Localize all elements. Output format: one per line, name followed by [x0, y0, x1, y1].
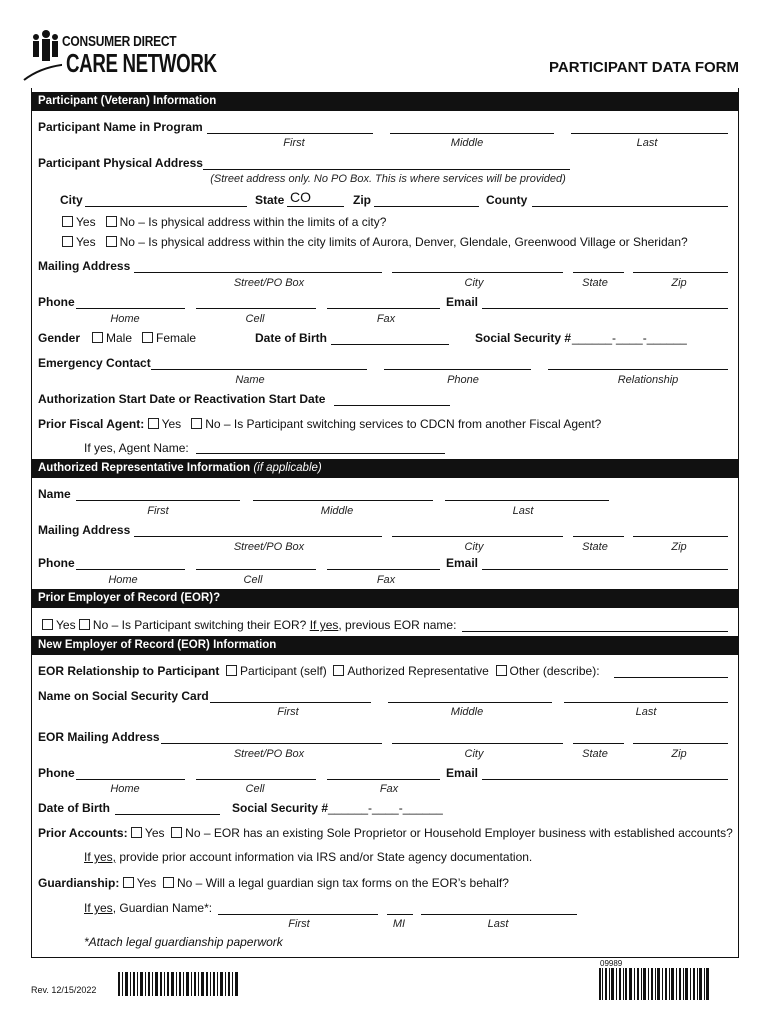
prev-eor-name-field[interactable] [462, 631, 728, 632]
prior-eor-row: Yes No – Is Participant switching their EOR? If yes, previous EOR name: [42, 618, 456, 632]
attach-note: *Attach legal guardianship paperwork [84, 935, 283, 949]
emergency-contact-label: Emergency Contact [38, 356, 151, 370]
city-label: City [60, 193, 83, 207]
sub-last: Last [487, 918, 509, 930]
logo-line2: CARE NETWORK [66, 48, 217, 78]
yes-checkbox[interactable] [62, 236, 73, 247]
ssn-label: Social Security # [475, 331, 572, 345]
sub-first: First [288, 918, 310, 930]
sub-state: State [582, 748, 608, 760]
guardian-last-field[interactable] [421, 914, 577, 915]
participant-last-field[interactable] [571, 133, 728, 134]
prior-fa-row: Prior Fiscal Agent: Yes No – Is Participant switching services to CDCN from another Fiscal Agent? [38, 417, 602, 431]
sub-city: City [464, 748, 484, 760]
no-checkbox[interactable] [106, 216, 117, 227]
no-checkbox[interactable] [163, 877, 174, 888]
sub-cell: Cell [245, 313, 265, 325]
male-checkbox[interactable] [92, 332, 103, 343]
eor-street-field[interactable] [161, 743, 382, 744]
gender-options: Male Female [92, 331, 196, 345]
eor-middle-field[interactable] [388, 702, 552, 703]
eor-phone-label: Phone [38, 766, 75, 780]
sub-cell: Cell [245, 783, 265, 795]
sub-street: Street/PO Box [233, 277, 305, 289]
sub-phone: Phone [447, 374, 479, 386]
rep-last-field[interactable] [445, 500, 609, 501]
sub-first: First [283, 137, 305, 149]
phys-addr-label: Participant Physical Address [38, 156, 203, 170]
sub-first: First [147, 505, 169, 517]
eor-state-field[interactable] [573, 743, 624, 744]
rep-mailing-label: Mailing Address [38, 523, 131, 537]
dob-label: Date of Birth [255, 331, 327, 345]
eor-home-phone-field[interactable] [76, 779, 185, 780]
sub-last: Last [635, 706, 657, 718]
eor-dob-field[interactable] [115, 814, 220, 815]
county-label: County [486, 193, 528, 207]
section-participant-header: Participant (Veteran) Information [31, 92, 739, 111]
eor-cell-phone-field[interactable] [196, 779, 316, 780]
participant-name-label: Participant Name in Program [38, 120, 203, 134]
logo [22, 28, 217, 88]
mailing-state-field[interactable] [573, 272, 624, 273]
prior-accounts-instruction: If yes, provide prior account information via IRS and/or State agency documentation. [84, 850, 533, 864]
sub-middle: Middle [320, 505, 354, 517]
rep-state-field[interactable] [573, 536, 624, 537]
logo-line1: CONSUMER DIRECT [62, 33, 177, 50]
email-field[interactable] [482, 308, 728, 309]
home-phone-field[interactable] [76, 308, 185, 309]
eor-city-field[interactable] [392, 743, 563, 744]
eor-fax-field[interactable] [327, 779, 440, 780]
mailing-zip-field[interactable] [633, 272, 728, 273]
eor-first-field[interactable] [210, 702, 371, 703]
participant-middle-field[interactable] [390, 133, 554, 134]
sub-state: State [582, 541, 608, 553]
sub-name: Name [235, 374, 265, 386]
sub-cell: Cell [243, 574, 263, 586]
guardian-mi-field[interactable] [387, 914, 413, 915]
logo-icon [22, 28, 62, 84]
sub-street: Street/PO Box [233, 541, 305, 553]
sub-last: Last [512, 505, 534, 517]
sub-home: Home [108, 574, 138, 586]
sub-last: Last [636, 137, 658, 149]
city-field[interactable] [85, 206, 247, 207]
form-title: PARTICIPANT DATA FORM [549, 59, 739, 76]
eor-ssn-field[interactable]: ______-____-______ [328, 801, 443, 815]
other-checkbox[interactable] [496, 665, 507, 676]
city-limits-row: Yes No – Is physical address within the limits of a city? [62, 215, 386, 229]
zip-label: Zip [353, 193, 371, 207]
sub-zip: Zip [671, 277, 687, 289]
form-code: 09989 [600, 959, 623, 968]
eor-email-field[interactable] [482, 779, 728, 780]
auth-start-field[interactable] [334, 405, 450, 406]
yes-checkbox[interactable] [42, 619, 53, 630]
mailing-city-field[interactable] [392, 272, 563, 273]
participant-first-field[interactable] [207, 133, 373, 134]
city-named-row: Yes No – Is physical address within the city limits of Aurora, Denver, Glendale, Greenwood Village or Sheridan? [62, 235, 688, 249]
no-checkbox[interactable] [79, 619, 90, 630]
sub-fax: Fax [379, 783, 399, 795]
participant-self-checkbox[interactable] [226, 665, 237, 676]
section-prior-eor-header: Prior Employer of Record (EOR)? [31, 589, 739, 608]
rep-email-field[interactable] [482, 569, 728, 570]
sub-city: City [464, 541, 484, 553]
yes-checkbox[interactable] [62, 216, 73, 227]
yes-checkbox[interactable] [148, 418, 159, 429]
other-describe-field[interactable] [614, 677, 728, 678]
eor-last-field[interactable] [564, 702, 728, 703]
rep-fax-field[interactable] [327, 569, 440, 570]
eor-dob-label: Date of Birth [38, 801, 110, 815]
sub-home: Home [110, 313, 140, 325]
county-field[interactable] [532, 206, 728, 207]
state-label: State [255, 193, 285, 207]
eor-relationship-row: EOR Relationship to Participant Participant (self) Authorized Representative Other (describe): [38, 664, 600, 678]
sub-home: Home [110, 783, 140, 795]
rep-street-field[interactable] [134, 536, 382, 537]
section-new-eor-header: New Employer of Record (EOR) Information [31, 636, 739, 655]
sub-middle: Middle [450, 706, 484, 718]
revision-date: Rev. 12/15/2022 [31, 985, 97, 995]
zip-field[interactable] [374, 206, 479, 207]
agent-name-label: If yes, Agent Name: [84, 441, 189, 455]
rep-email-label: Email [446, 556, 479, 570]
eor-email-label: Email [446, 766, 479, 780]
no-checkbox[interactable] [191, 418, 202, 429]
ss-card-name-label: Name on Social Security Card [38, 689, 209, 703]
rep-first-field[interactable] [76, 500, 240, 501]
sub-mi: MI [392, 918, 406, 930]
rep-name-label: Name [38, 487, 71, 501]
emergency-name-field[interactable] [151, 369, 367, 370]
dob-field[interactable] [331, 344, 449, 345]
auth-start-label: Authorization Start Date or Reactivation Start Date [38, 392, 326, 406]
auth-rep-checkbox[interactable] [333, 665, 344, 676]
yes-checkbox[interactable] [131, 827, 142, 838]
phys-addr-note: (Street address only. No PO Box. This is where services will be provided) [210, 173, 566, 185]
no-checkbox[interactable] [171, 827, 182, 838]
phone-label: Phone [38, 295, 75, 309]
cell-phone-field[interactable] [196, 308, 316, 309]
rep-middle-field[interactable] [253, 500, 433, 501]
eor-zip-field[interactable] [633, 743, 728, 744]
emergency-phone-field[interactable] [384, 369, 531, 370]
sub-middle: Middle [450, 137, 484, 149]
barcode-right-icon [599, 968, 709, 1000]
sub-fax: Fax [376, 313, 396, 325]
sub-state: State [582, 277, 608, 289]
section-auth-rep-header: Authorized Representative Information (if applicable) [31, 459, 739, 478]
prior-accounts-row: Prior Accounts: Yes No – EOR has an existing Sole Proprietor or Household Employer business with established accounts? [38, 826, 733, 840]
rep-phone-label: Phone [38, 556, 75, 570]
sub-street: Street/PO Box [233, 748, 305, 760]
sub-fax: Fax [376, 574, 396, 586]
emergency-relationship-field[interactable] [548, 369, 728, 370]
guardian-first-field[interactable] [218, 914, 378, 915]
rep-home-phone-field[interactable] [76, 569, 185, 570]
state-field[interactable] [287, 206, 344, 207]
mailing-address-label: Mailing Address [38, 259, 131, 273]
rep-cell-phone-field[interactable] [196, 569, 316, 570]
guardian-name-label: If yes, Guardian Name*: [84, 901, 213, 915]
rep-city-field[interactable] [392, 536, 563, 537]
state-value: CO [290, 189, 311, 205]
eor-mailing-label: EOR Mailing Address [38, 730, 160, 744]
yes-checkbox[interactable] [123, 877, 134, 888]
female-checkbox[interactable] [142, 332, 153, 343]
sub-first: First [277, 706, 299, 718]
barcode-left-icon [118, 972, 238, 996]
email-label: Email [446, 295, 479, 309]
eor-ssn-label: Social Security # [232, 801, 329, 815]
sub-relationship: Relationship [617, 374, 679, 386]
ssn-field[interactable]: ______-____-______ [572, 331, 687, 345]
phys-addr-field[interactable] [203, 169, 570, 170]
sub-zip: Zip [671, 541, 687, 553]
agent-name-field[interactable] [196, 453, 445, 454]
mailing-street-field[interactable] [134, 272, 382, 273]
fax-field[interactable] [327, 308, 440, 309]
rep-zip-field[interactable] [633, 536, 728, 537]
sub-city: City [464, 277, 484, 289]
sub-zip: Zip [671, 748, 687, 760]
gender-label: Gender [38, 331, 81, 345]
no-checkbox[interactable] [106, 236, 117, 247]
guardianship-row: Guardianship: Yes No – Will a legal guardian sign tax forms on the EOR’s behalf? [38, 876, 509, 890]
